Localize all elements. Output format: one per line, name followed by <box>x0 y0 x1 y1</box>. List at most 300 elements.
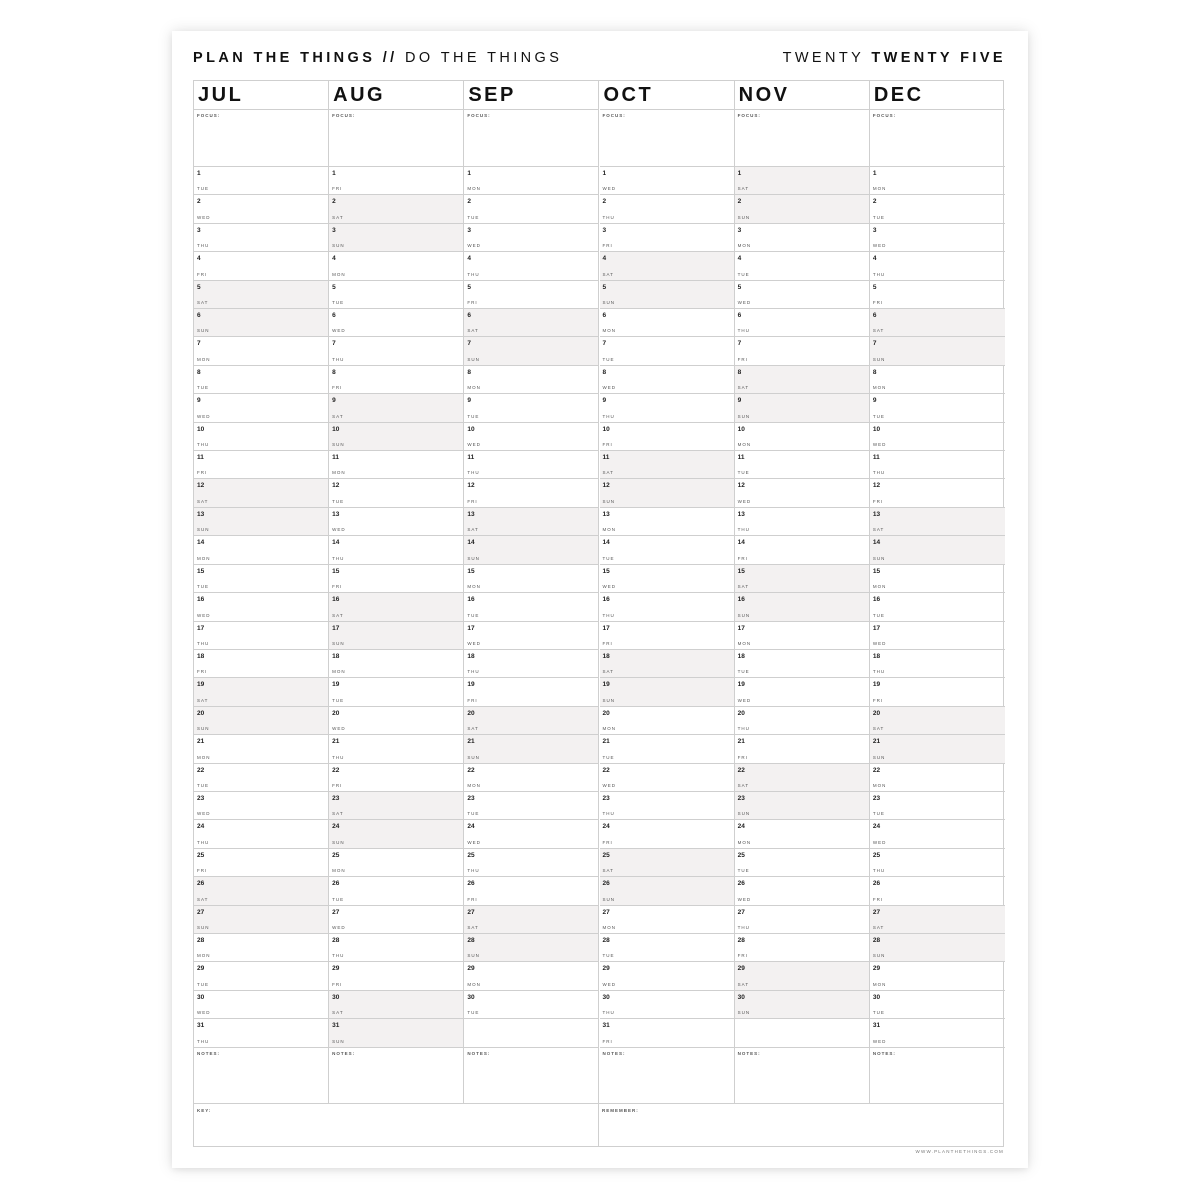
day-cell[interactable] <box>194 252 328 280</box>
day-cell[interactable] <box>464 877 598 905</box>
day-number: 14 <box>737 539 745 547</box>
day-of-week: FRI <box>602 1038 613 1044</box>
day-cell[interactable] <box>329 820 463 848</box>
day-cell[interactable] <box>600 1019 734 1047</box>
day-cell[interactable] <box>194 707 328 735</box>
day-cell[interactable] <box>735 622 869 650</box>
day-cell[interactable] <box>600 707 734 735</box>
day-of-week: TUE <box>872 413 885 419</box>
day-number: 3 <box>467 226 471 234</box>
day-cell[interactable] <box>194 735 328 763</box>
day-cell[interactable] <box>329 1019 463 1047</box>
day-of-week: SAT <box>332 214 344 220</box>
day-cell[interactable] <box>735 451 869 479</box>
day-number: 10 <box>602 425 610 433</box>
day-cell[interactable] <box>464 962 598 990</box>
day-cell[interactable] <box>464 593 598 621</box>
day-cell[interactable] <box>735 167 869 195</box>
day-cell[interactable] <box>600 479 734 507</box>
day-number: 19 <box>602 681 610 689</box>
day-cell[interactable] <box>329 224 463 252</box>
day-cell[interactable] <box>194 792 328 820</box>
day-cell[interactable] <box>870 366 1005 394</box>
day-of-week: TUE <box>197 584 209 590</box>
day-cell[interactable] <box>329 849 463 877</box>
day-cell[interactable] <box>735 593 869 621</box>
day-cell[interactable] <box>735 678 869 706</box>
remember-box[interactable] <box>599 1104 1003 1146</box>
day-cell[interactable] <box>735 735 869 763</box>
day-cell[interactable] <box>464 565 598 593</box>
day-of-week: SUN <box>872 555 886 561</box>
day-of-week: MON <box>197 356 211 362</box>
day-of-week: TUE <box>467 413 480 419</box>
day-cell[interactable] <box>600 536 734 564</box>
day-cell[interactable] <box>329 991 463 1019</box>
day-cell[interactable] <box>870 281 1005 309</box>
day-cell[interactable] <box>329 423 463 451</box>
day-cell[interactable] <box>194 366 328 394</box>
day-cell[interactable] <box>600 167 734 195</box>
day-cell[interactable] <box>600 309 734 337</box>
day-cell[interactable] <box>735 906 869 934</box>
focus-box[interactable] <box>194 110 328 167</box>
day-cell[interactable] <box>600 508 734 536</box>
day-cell[interactable] <box>600 281 734 309</box>
day-number: 26 <box>872 880 881 888</box>
day-number: 16 <box>872 596 881 604</box>
day-cell[interactable] <box>870 309 1005 337</box>
day-of-week: TUE <box>737 868 750 874</box>
day-of-week: THU <box>737 924 750 930</box>
day-of-week: WED <box>332 924 346 930</box>
month-header: DEC <box>870 81 1005 110</box>
day-cell[interactable] <box>464 337 598 365</box>
day-cell[interactable] <box>464 451 598 479</box>
day-number: 15 <box>332 567 340 575</box>
day-number: 26 <box>467 880 475 888</box>
day-of-week: WED <box>467 243 481 249</box>
day-cell[interactable] <box>735 650 869 678</box>
day-of-week: THU <box>737 527 750 533</box>
day-cell[interactable] <box>870 195 1005 223</box>
day-cell[interactable] <box>600 962 734 990</box>
day-cell[interactable] <box>870 792 1005 820</box>
day-cell[interactable] <box>735 423 869 451</box>
day-number: 29 <box>467 965 475 973</box>
day-cell[interactable] <box>870 622 1005 650</box>
day-number: 30 <box>467 993 475 1001</box>
day-cell[interactable] <box>464 678 598 706</box>
day-cell[interactable] <box>194 1019 328 1047</box>
day-number: 1 <box>602 170 607 177</box>
day-number: 25 <box>332 851 340 859</box>
day-cell[interactable] <box>870 167 1005 195</box>
day-cell[interactable] <box>735 962 869 990</box>
day-cell[interactable] <box>600 764 734 792</box>
focus-box[interactable] <box>464 110 598 167</box>
day-number: 3 <box>872 226 877 234</box>
day-of-week: MON <box>467 782 481 788</box>
day-cell[interactable] <box>464 906 598 934</box>
day-cell[interactable] <box>329 678 463 706</box>
day-cell[interactable] <box>464 622 598 650</box>
day-number: 13 <box>602 510 610 518</box>
day-of-week: WED <box>467 640 481 646</box>
day-cell[interactable] <box>194 622 328 650</box>
day-cell[interactable] <box>600 565 734 593</box>
day-cell[interactable] <box>735 820 869 848</box>
day-of-week: FRI <box>197 868 208 874</box>
day-cell[interactable] <box>600 195 734 223</box>
day-cell[interactable] <box>870 479 1005 507</box>
day-cell[interactable] <box>464 849 598 877</box>
day-cell[interactable] <box>329 877 463 905</box>
day-cell[interactable] <box>735 934 869 962</box>
day-number: 18 <box>467 652 475 660</box>
day-number: 26 <box>197 880 205 888</box>
day-cell[interactable] <box>464 167 598 195</box>
day-cell[interactable] <box>329 593 463 621</box>
day-number: 8 <box>872 368 877 376</box>
day-cell[interactable] <box>329 565 463 593</box>
day-cell[interactable] <box>194 849 328 877</box>
key-box[interactable] <box>194 1104 599 1146</box>
day-cell[interactable] <box>870 565 1005 593</box>
day-cell[interactable] <box>464 792 598 820</box>
day-number: 8 <box>332 368 336 376</box>
day-cell[interactable] <box>329 252 463 280</box>
day-cell[interactable] <box>870 678 1005 706</box>
day-cell[interactable] <box>600 252 734 280</box>
day-cell[interactable] <box>870 962 1005 990</box>
day-cell[interactable] <box>870 451 1005 479</box>
day-number: 20 <box>332 709 340 717</box>
day-of-week: FRI <box>872 498 884 504</box>
day-cell[interactable] <box>464 423 598 451</box>
day-cell[interactable] <box>735 394 869 422</box>
day-of-week: MON <box>872 981 887 987</box>
day-cell[interactable] <box>870 991 1005 1019</box>
focus-box[interactable] <box>735 110 869 167</box>
focus-box[interactable] <box>600 110 734 167</box>
notes-box[interactable] <box>464 1048 598 1105</box>
day-number: 17 <box>197 624 205 632</box>
day-number: 30 <box>332 993 340 1001</box>
day-of-week: THU <box>602 413 615 419</box>
day-cell[interactable] <box>329 281 463 309</box>
day-cell[interactable] <box>870 735 1005 763</box>
day-number: 7 <box>332 340 336 348</box>
notes-box[interactable] <box>194 1048 328 1105</box>
day-number: 28 <box>332 936 340 944</box>
day-number: 27 <box>197 908 205 916</box>
day-cell[interactable] <box>329 451 463 479</box>
day-cell[interactable] <box>329 962 463 990</box>
day-cell[interactable] <box>464 195 598 223</box>
day-of-week: MON <box>737 442 752 448</box>
day-cell[interactable] <box>329 309 463 337</box>
focus-box[interactable] <box>870 110 1005 167</box>
day-cell[interactable] <box>735 877 869 905</box>
day-number: 14 <box>197 539 205 547</box>
notes-box[interactable] <box>735 1048 869 1105</box>
day-cell[interactable] <box>600 792 734 820</box>
month-column-nov <box>735 81 870 1103</box>
notes-label: NOTES: <box>737 1050 761 1056</box>
day-cell[interactable] <box>735 337 869 365</box>
day-number: 13 <box>332 510 340 518</box>
day-cell[interactable] <box>735 565 869 593</box>
day-cell[interactable] <box>329 764 463 792</box>
day-cell[interactable] <box>600 735 734 763</box>
day-cell[interactable] <box>329 167 463 195</box>
day-cell[interactable] <box>194 508 328 536</box>
day-number: 14 <box>332 539 340 547</box>
day-of-week: TUE <box>602 953 615 959</box>
remember-label: REMEMBER: <box>602 1108 639 1113</box>
day-of-week: MON <box>872 584 887 590</box>
day-cell[interactable] <box>870 252 1005 280</box>
day-of-week: SUN <box>332 442 345 448</box>
day-cell[interactable] <box>194 224 328 252</box>
day-cell[interactable] <box>870 849 1005 877</box>
day-cell[interactable] <box>600 622 734 650</box>
day-cell[interactable] <box>194 479 328 507</box>
day-cell[interactable] <box>194 423 328 451</box>
day-cell[interactable] <box>870 707 1005 735</box>
day-cell[interactable] <box>329 622 463 650</box>
day-cell[interactable] <box>870 764 1005 792</box>
day-number: 8 <box>197 368 201 376</box>
day-of-week: MON <box>467 186 481 192</box>
day-number: 17 <box>332 624 340 632</box>
day-of-week: MON <box>332 470 346 476</box>
day-cell[interactable] <box>329 536 463 564</box>
day-cell[interactable] <box>194 195 328 223</box>
day-cell[interactable] <box>464 309 598 337</box>
day-cell[interactable] <box>600 224 734 252</box>
day-of-week: SUN <box>332 640 345 646</box>
day-number: 1 <box>467 170 471 177</box>
day-cell[interactable] <box>194 593 328 621</box>
day-number: 6 <box>197 312 201 320</box>
day-cell[interactable] <box>194 167 328 195</box>
day-cell[interactable] <box>464 707 598 735</box>
day-cell[interactable] <box>194 309 328 337</box>
empty-day-cell <box>464 1019 598 1047</box>
month-header: OCT <box>600 81 734 110</box>
day-cell[interactable] <box>194 565 328 593</box>
day-number: 17 <box>872 624 881 632</box>
day-cell[interactable] <box>735 764 869 792</box>
day-cell[interactable] <box>194 281 328 309</box>
day-cell[interactable] <box>600 906 734 934</box>
day-cell[interactable] <box>194 820 328 848</box>
day-cell[interactable] <box>464 735 598 763</box>
day-cell[interactable] <box>329 650 463 678</box>
day-of-week: TUE <box>872 612 885 618</box>
day-of-week: TUE <box>872 811 885 817</box>
day-cell[interactable] <box>329 906 463 934</box>
day-cell[interactable] <box>870 337 1005 365</box>
day-cell[interactable] <box>735 792 869 820</box>
day-cell[interactable] <box>464 650 598 678</box>
day-cell[interactable] <box>194 536 328 564</box>
day-cell[interactable] <box>870 650 1005 678</box>
day-cell[interactable] <box>464 820 598 848</box>
day-cell[interactable] <box>735 366 869 394</box>
day-cell[interactable] <box>464 224 598 252</box>
day-number: 25 <box>197 851 205 859</box>
day-cell[interactable] <box>194 934 328 962</box>
day-number: 1 <box>332 170 336 177</box>
day-cell[interactable] <box>464 764 598 792</box>
day-cell[interactable] <box>194 337 328 365</box>
month-header: NOV <box>735 81 869 110</box>
day-cell[interactable] <box>464 508 598 536</box>
day-cell[interactable] <box>735 252 869 280</box>
day-cell[interactable] <box>600 877 734 905</box>
day-cell[interactable] <box>870 423 1005 451</box>
day-cell[interactable] <box>870 1019 1005 1047</box>
day-cell[interactable] <box>870 394 1005 422</box>
day-cell[interactable] <box>194 678 328 706</box>
day-cell[interactable] <box>464 394 598 422</box>
day-cell[interactable] <box>600 820 734 848</box>
day-number: 18 <box>872 652 881 660</box>
day-cell[interactable] <box>464 252 598 280</box>
day-cell[interactable] <box>735 479 869 507</box>
day-of-week: TUE <box>737 669 750 675</box>
day-cell[interactable] <box>194 394 328 422</box>
day-cell[interactable] <box>870 877 1005 905</box>
day-cell[interactable] <box>464 934 598 962</box>
day-cell[interactable] <box>329 479 463 507</box>
day-of-week: THU <box>332 754 345 760</box>
day-cell[interactable] <box>464 366 598 394</box>
day-cell[interactable] <box>329 735 463 763</box>
day-cell[interactable] <box>194 991 328 1019</box>
day-cell[interactable] <box>464 479 598 507</box>
day-cell[interactable] <box>870 224 1005 252</box>
day-number: 15 <box>197 567 205 575</box>
day-number: 22 <box>872 766 881 774</box>
day-of-week: SAT <box>197 300 209 306</box>
focus-box[interactable] <box>329 110 463 167</box>
day-of-week: SUN <box>467 754 480 760</box>
day-cell[interactable] <box>600 451 734 479</box>
notes-box[interactable] <box>600 1048 734 1105</box>
day-of-week: MON <box>737 640 752 646</box>
day-cell[interactable] <box>600 934 734 962</box>
day-cell[interactable] <box>600 366 734 394</box>
day-of-week: FRI <box>332 186 343 192</box>
day-cell[interactable] <box>735 281 869 309</box>
day-number: 3 <box>737 226 742 234</box>
day-number: 10 <box>737 425 745 433</box>
day-of-week: TUE <box>467 1010 480 1016</box>
day-of-week: FRI <box>737 754 748 760</box>
day-cell[interactable] <box>329 707 463 735</box>
day-cell[interactable] <box>194 962 328 990</box>
day-cell[interactable] <box>464 281 598 309</box>
day-cell[interactable] <box>329 508 463 536</box>
year-light: TWENTY <box>782 50 864 66</box>
day-cell[interactable] <box>194 906 328 934</box>
day-cell[interactable] <box>600 678 734 706</box>
day-of-week: FRI <box>872 697 884 703</box>
day-cell[interactable] <box>735 224 869 252</box>
day-cell[interactable] <box>735 849 869 877</box>
day-cell[interactable] <box>870 536 1005 564</box>
day-number: 9 <box>197 397 201 405</box>
day-cell[interactable] <box>870 593 1005 621</box>
day-cell[interactable] <box>870 820 1005 848</box>
day-number: 25 <box>872 851 881 859</box>
day-cell[interactable] <box>329 195 463 223</box>
day-of-week: SAT <box>737 981 750 987</box>
day-cell[interactable] <box>735 508 869 536</box>
day-cell[interactable] <box>870 934 1005 962</box>
day-cell[interactable] <box>329 337 463 365</box>
day-cell[interactable] <box>329 366 463 394</box>
day-cell[interactable] <box>600 423 734 451</box>
day-cell[interactable] <box>329 394 463 422</box>
day-cell[interactable] <box>600 394 734 422</box>
day-cell[interactable] <box>600 593 734 621</box>
empty-day-cell <box>735 1019 869 1047</box>
day-of-week: WED <box>602 584 616 590</box>
day-of-week: SUN <box>197 726 210 732</box>
day-of-week: MON <box>197 555 211 561</box>
day-cell[interactable] <box>870 906 1005 934</box>
day-cell[interactable] <box>464 536 598 564</box>
day-cell[interactable] <box>600 337 734 365</box>
day-cell[interactable] <box>735 536 869 564</box>
notes-box[interactable] <box>870 1048 1005 1105</box>
day-cell[interactable] <box>735 195 869 223</box>
day-cell[interactable] <box>194 877 328 905</box>
day-cell[interactable] <box>600 991 734 1019</box>
day-number: 9 <box>467 397 471 405</box>
month-header: JUL <box>194 81 328 110</box>
day-number: 25 <box>602 851 610 859</box>
day-number: 20 <box>737 709 745 717</box>
day-cell[interactable] <box>870 508 1005 536</box>
day-cell[interactable] <box>464 991 598 1019</box>
day-cell[interactable] <box>735 707 869 735</box>
day-cell[interactable] <box>194 650 328 678</box>
day-of-week: SUN <box>197 328 210 334</box>
day-cell[interactable] <box>329 934 463 962</box>
day-cell[interactable] <box>600 849 734 877</box>
day-of-week: WED <box>602 186 616 192</box>
day-of-week: WED <box>197 612 211 618</box>
notes-box[interactable] <box>329 1048 463 1105</box>
day-cell[interactable] <box>194 764 328 792</box>
day-number: 16 <box>737 596 745 604</box>
day-cell[interactable] <box>735 309 869 337</box>
day-cell[interactable] <box>329 792 463 820</box>
day-cell[interactable] <box>194 451 328 479</box>
day-of-week: SUN <box>332 243 345 249</box>
day-cell[interactable] <box>600 650 734 678</box>
day-number: 24 <box>467 823 475 831</box>
day-number: 31 <box>602 1022 610 1030</box>
day-of-week: THU <box>467 868 480 874</box>
day-cell[interactable] <box>735 991 869 1019</box>
